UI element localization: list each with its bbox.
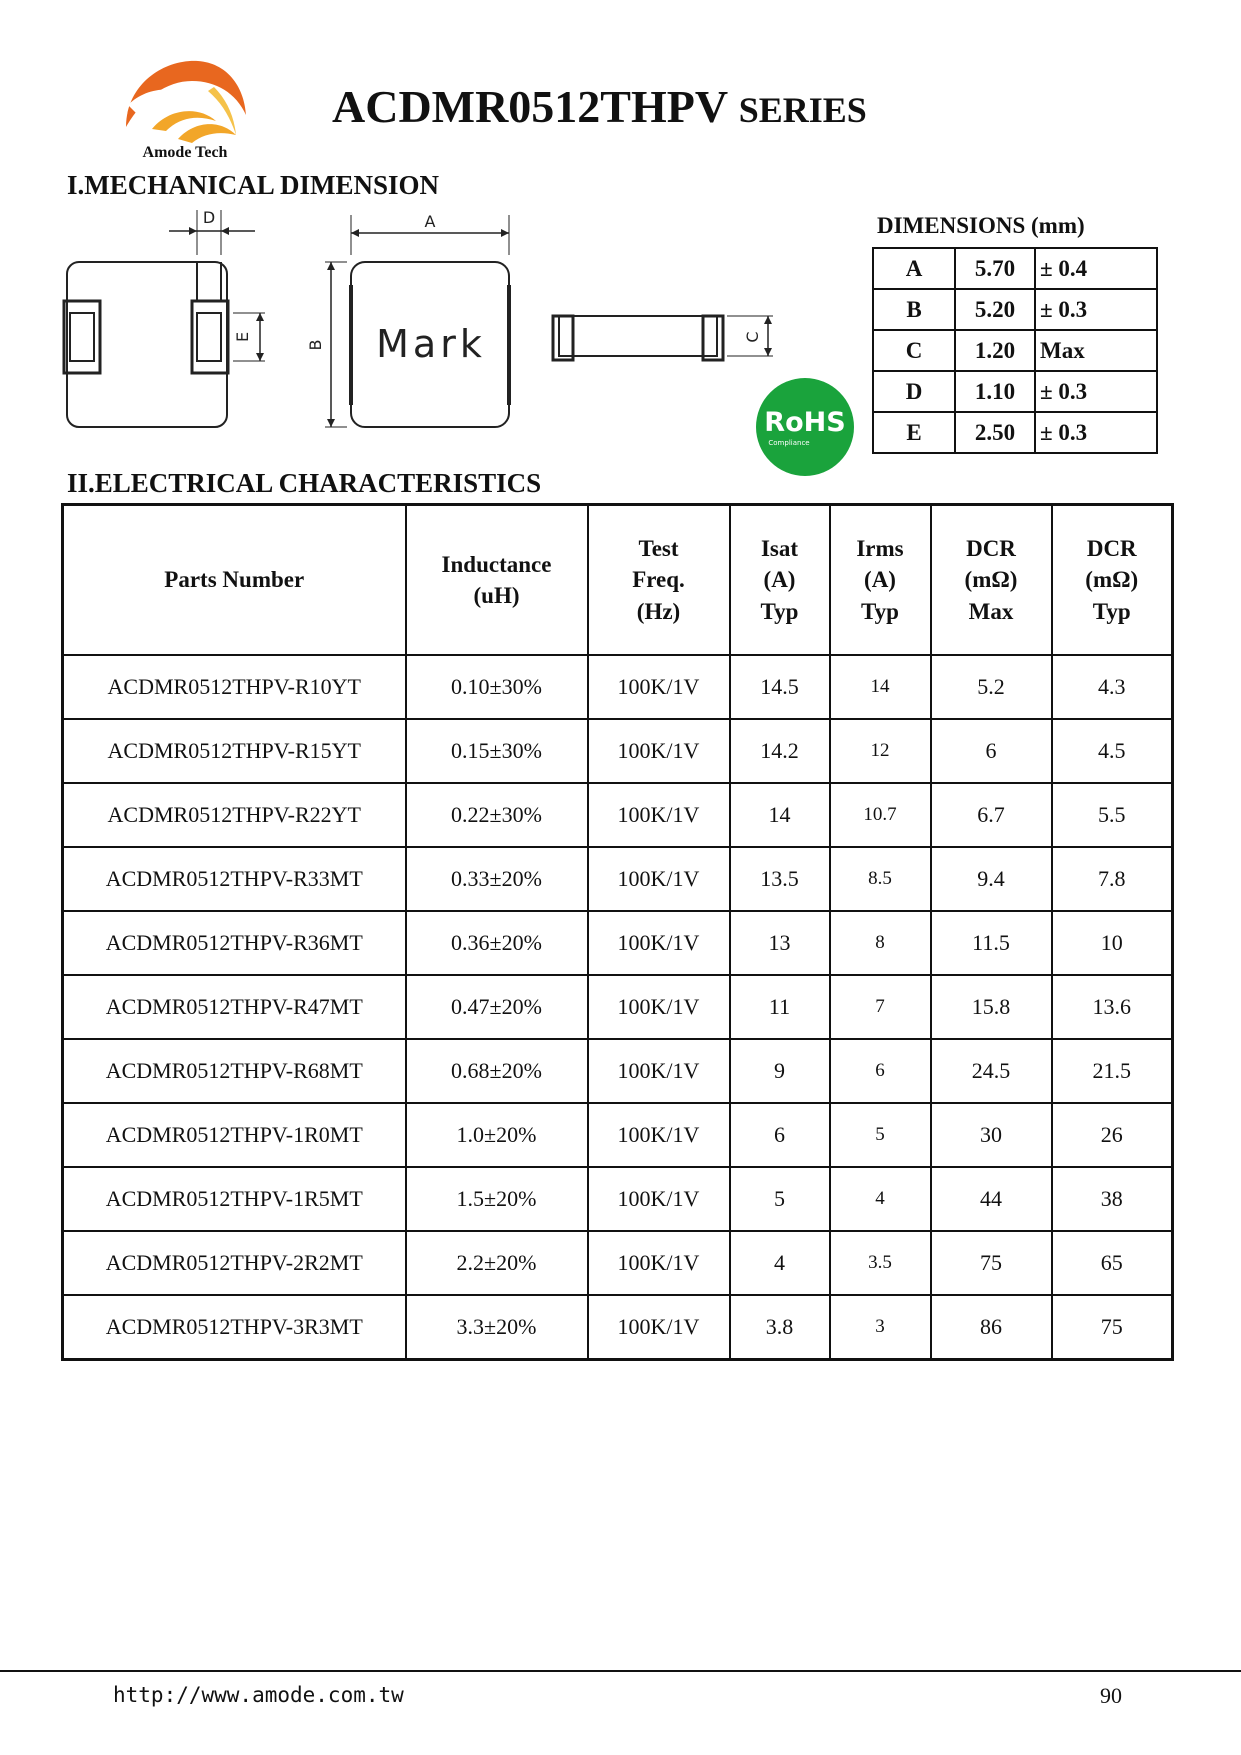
dim-label-e: E [233,331,252,343]
page-number: 90 [1100,1683,1122,1708]
table-cell: 1.0±20% [406,1103,588,1167]
table-row [63,975,1173,1039]
column-header-line: Typ [1092,598,1131,624]
table-cell: 10.7 [830,783,931,847]
table-cell: 44 [931,1167,1052,1231]
table-cell: 3.8 [730,1295,830,1360]
table-cell: 7 [830,975,931,1039]
dim-label-c: C [743,331,762,343]
table-cell: 8.5 [830,847,931,911]
column-header-line: Isat [760,536,799,562]
logo-swoosh-graphic [118,55,253,165]
table-cell: 14.2 [730,719,830,783]
dimension-key: E [873,412,955,453]
table-cell: 13.5 [730,847,830,911]
table-cell: 0.33±20% [406,847,588,911]
table-cell: 3.3±20% [406,1295,588,1360]
table-cell: 8 [830,911,931,975]
column-header-line: Max [968,598,1014,624]
table-cell: 3 [830,1295,931,1360]
mechanical-drawings [55,205,865,485]
table-cell: 6 [931,719,1052,783]
table-cell: 24.5 [931,1039,1052,1103]
rohs-subtext: Compliance [768,439,810,447]
table-cell: 5.5 [1052,783,1173,847]
column-header-line: (A) [763,567,796,593]
table-cell: 15.8 [931,975,1052,1039]
table-cell: 6.7 [931,783,1052,847]
table-cell: 100K/1V [588,847,730,911]
table-cell: ACDMR0512THPV-3R3MT [63,1295,406,1360]
table-cell: 5 [730,1167,830,1231]
document-title [332,81,867,132]
column-header [63,505,406,656]
column-header-line: Typ [861,598,899,624]
table-cell: 14 [730,783,830,847]
table-cell: 100K/1V [588,783,730,847]
electrical-characteristics-table [61,503,1174,1361]
dimension-value: 5.70 [955,248,1035,289]
table-cell: 5.2 [931,655,1052,719]
column-header-line: (mΩ) [964,567,1018,593]
table-row [63,655,1173,719]
column-header-line: (Hz) [636,598,681,624]
footer-divider [0,1670,1241,1672]
table-cell: 4 [830,1167,931,1231]
table-row [63,719,1173,783]
table-cell: 4.3 [1052,655,1173,719]
dimension-row [873,289,1157,330]
table-cell: 6 [830,1039,931,1103]
dimension-tolerance: Max [1035,330,1157,371]
table-cell: 30 [931,1103,1052,1167]
table-cell: 100K/1V [588,1103,730,1167]
table-cell: 0.15±30% [406,719,588,783]
dimension-value: 5.20 [955,289,1035,330]
table-cell: 100K/1V [588,1231,730,1295]
section-heading-electrical: II.ELECTRICAL CHARACTERISTICS [67,468,542,498]
table-cell: ACDMR0512THPV-R68MT [63,1039,406,1103]
column-header-line: DCR [1086,536,1137,562]
column-header-line: (uH) [473,583,520,608]
side-view-drawing [553,316,773,360]
table-cell: 13 [730,911,830,975]
table-cell: ACDMR0512THPV-1R5MT [63,1167,406,1231]
dim-label-b: B [306,339,325,351]
table-cell: ACDMR0512THPV-R47MT [63,975,406,1039]
table-cell: ACDMR0512THPV-R36MT [63,911,406,975]
table-cell: 3.5 [830,1231,931,1295]
dimension-key: A [873,248,955,289]
table-cell: 0.36±20% [406,911,588,975]
column-header-line: Parts Number [164,567,305,593]
table-row [63,1103,1173,1167]
column-header [730,505,830,656]
top-view-drawing [306,212,509,427]
table-cell: 0.10±30% [406,655,588,719]
table-cell: 100K/1V [588,1295,730,1360]
column-header [931,505,1052,656]
table-cell: 26 [1052,1103,1173,1167]
table-cell: 10 [1052,911,1173,975]
table-cell: 2.2±20% [406,1231,588,1295]
column-header [1052,505,1173,656]
table-cell: 0.68±20% [406,1039,588,1103]
table-cell: ACDMR0512THPV-2R2MT [63,1231,406,1295]
table-row [63,783,1173,847]
table-cell: 4 [730,1231,830,1295]
column-header-line: (mΩ) [1085,567,1139,593]
table-cell: 1.5±20% [406,1167,588,1231]
title-part-number: ACDMR0512THPV [332,81,728,132]
table-cell: ACDMR0512THPV-R22YT [63,783,406,847]
table-cell: 100K/1V [588,911,730,975]
top-mark-text: Mark [376,322,486,366]
table-cell: 9 [730,1039,830,1103]
table-cell: 100K/1V [588,975,730,1039]
table-row [63,847,1173,911]
dimension-key: C [873,330,955,371]
column-header [588,505,730,656]
table-cell: 14.5 [730,655,830,719]
table-cell: ACDMR0512THPV-R10YT [63,655,406,719]
dim-label-d: D [202,208,216,227]
bottom-view-drawing [64,208,265,427]
dimension-value: 1.10 [955,371,1035,412]
table-cell: 0.47±20% [406,975,588,1039]
table-cell: 100K/1V [588,1167,730,1231]
dimension-row [873,330,1157,371]
table-cell: 12 [830,719,931,783]
column-header-line: Inductance [441,551,552,577]
table-cell: 9.4 [931,847,1052,911]
column-header-line: Irms [856,536,904,562]
column-header-line: Freq. [632,567,685,593]
dimension-tolerance: ± 0.3 [1035,289,1157,330]
table-header-row [63,505,1173,656]
company-logo [118,55,253,165]
dimension-tolerance: ± 0.3 [1035,371,1157,412]
column-header-line: Typ [760,598,799,624]
table-cell: 6 [730,1103,830,1167]
table-cell: 100K/1V [588,719,730,783]
table-cell: 65 [1052,1231,1173,1295]
table-row [63,1295,1173,1360]
table-cell: 100K/1V [588,655,730,719]
dimension-key: D [873,371,955,412]
column-header-line: (A) [864,567,896,593]
table-cell: 38 [1052,1167,1173,1231]
table-cell: ACDMR0512THPV-R33MT [63,847,406,911]
table-cell: 86 [931,1295,1052,1360]
dimension-row [873,412,1157,453]
table-row [63,1039,1173,1103]
table-cell: 5 [830,1103,931,1167]
table-cell: 13.6 [1052,975,1173,1039]
table-cell: 11 [730,975,830,1039]
table-row [63,1231,1173,1295]
table-cell: 100K/1V [588,1039,730,1103]
rohs-text: RoHS [764,407,846,438]
column-header [830,505,931,656]
section-heading-mechanical: I.MECHANICAL DIMENSION [67,170,440,200]
table-cell: 7.8 [1052,847,1173,911]
table-cell: ACDMR0512THPV-R15YT [63,719,406,783]
dimensions-caption: DIMENSIONS (mm) [877,213,1085,238]
table-cell: 14 [830,655,931,719]
rohs-compliance-badge [755,375,855,480]
dimension-value: 1.20 [955,330,1035,371]
dimension-value: 2.50 [955,412,1035,453]
logo-text: Amode Tech [142,144,228,161]
column-header-line: Test [638,536,679,562]
table-cell: ACDMR0512THPV-1R0MT [63,1103,406,1167]
table-cell: 21.5 [1052,1039,1173,1103]
table-row [63,1167,1173,1231]
dimension-key: B [873,289,955,330]
dimension-tolerance: ± 0.4 [1035,248,1157,289]
table-row [63,911,1173,975]
footer-url: http://www.amode.com.tw [113,1683,404,1707]
title-series: SERIES [738,90,867,130]
dimension-tolerance: ± 0.3 [1035,412,1157,453]
dim-label-a: A [424,212,436,231]
table-cell: 75 [931,1231,1052,1295]
column-header-line: DCR [966,536,1016,562]
table-cell: 0.22±30% [406,783,588,847]
table-cell: 11.5 [931,911,1052,975]
dimension-row [873,248,1157,289]
table-cell: 75 [1052,1295,1173,1360]
column-header [406,505,588,656]
dimensions-table [872,247,1158,454]
dimension-row [873,371,1157,412]
table-cell: 4.5 [1052,719,1173,783]
